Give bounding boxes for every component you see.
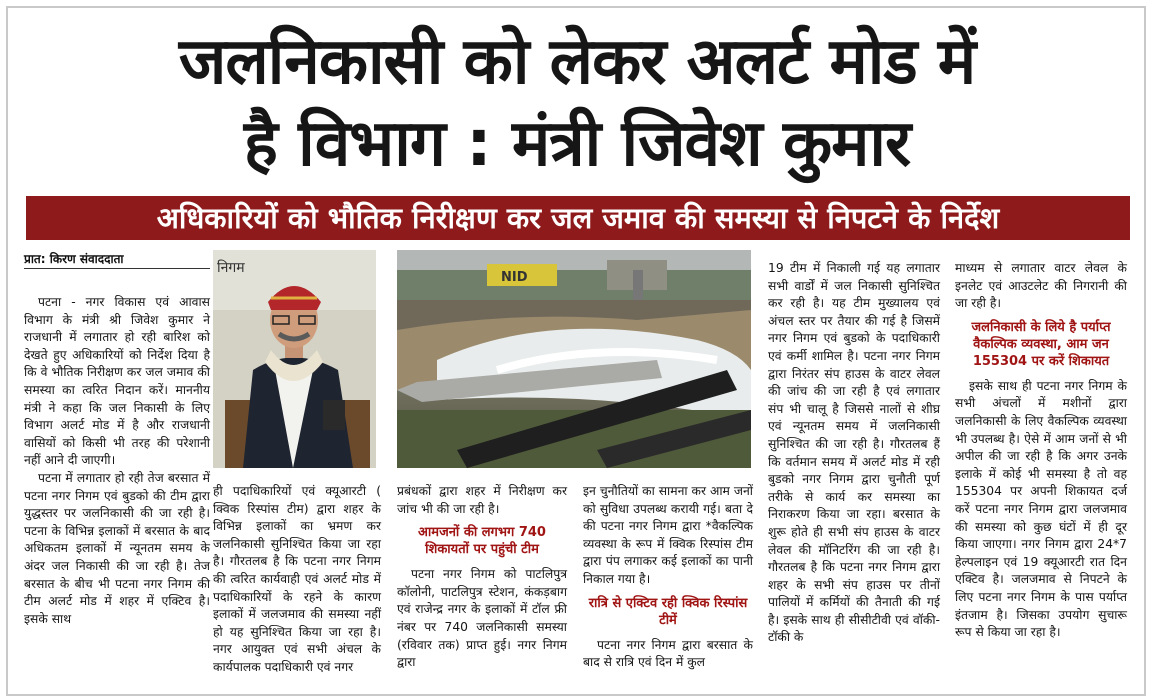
headline-line-2: है विभाग : मंत्री जिवेश कुमार [243, 107, 911, 181]
byline: प्रात: किरण संवाददाता [24, 252, 124, 266]
paragraph: इन चुनौतियों का सामना कर आम जनों को सुविधा उपलब्ध करायी गई। बता दे की पटना नगर निगम द्वारा *वैकल्पिक व्यवस्था के रूप में क्विक रिस्पांस टीम द्वारा पंप लगाकर कई इलाकों का पानी निकाल गया है। [583, 484, 753, 586]
paragraph: पटना नगर निगम को पाटलिपुत्र कॉलोनी, पाटलिपुत्र स्टेशन, कंकड़बाग एवं राजेन्द्र नगर के इलाकों में टॉल फ्री नंबर पर 740 जलनिकासी समस्या (रविवार तक) प्राप्त हुई। नगर निगम द्वारा [397, 567, 567, 670]
paragraph: इसके साथ ही पटना नगर निगम के सभी अंचलों में मशीनों द्वारा जलनिकासी के लिए वैकल्पिक व्यवस्था भी उपलब्ध है। ऐसे में आम जनों से भी अपील की जा रही है कि अगर उनके इलाके में कोई भी समस्या है तो वह 155304 पर अपनी शिकायत दर्ज करें पटना नगर निगम द्वारा जलजमाव की समस्या को कुछ घंटों में ही दूर किया जाएगा। नगर निगम द्वारा 24*7 हेल्पलाइन एवं 19 क्यूआरटी रात दिन एक्टिव है। जलजमाव से निपटने के लिए पटना नगर निगम के पास पर्याप्त इंतजाम है। जिसका उपयोग सुचारू रूप से किया जा रहा है। [955, 378, 1127, 640]
article-column-1 [24, 294, 210, 628]
subheading: आमजनों की लगभग 740 शिकायतों पर पहुंची टीम [418, 525, 546, 558]
paragraph: पटना में लगातार हो रही तेज बरसात में पटना नगर निगम एवं बुडको की टीम द्वारा युद्धस्तर पर जलनिकासी की जा रही है। पटना के विभिन्न इलाकों में बरसात के बाद अधिकतम इलाकों में न्यूनतम समय के अंदर जल निकासी की जा रही है। तेज बरसात के बीच भी पटना नगर निगम की टीम अलर्ट मोड में शहर में एक्टिव है। इसके साथ [24, 470, 210, 626]
paragraph: 19 टीम में निकाली गई यह लगातार सभी वार्डों में जल निकासी सुनिश्चित कर रही है। यह टीम मुख्यालय एवं अंचल स्तर पर तैयार की गई है जिसमें नगर निगम एवं बुडको के पदाधिकारी एवं कर्मी शामिल है। पटना नगर निगम द्वारा निरंतर संप हाउस के वाटर लेवल की जांच की जा रही है एवं लगातार संप भी चालू है जिससे नालों से शीघ्र एवं न्यूनतम समय में जलनिकासी सुनिश्चित की जा रही है। गौरतलब हैं कि वर्तमान समय में अलर्ट मोड में रही बुडको नगर निगम द्वारा चुनौती पूर्ण तरीके से कार्य कर समस्या का निराकरण किया जा रहा। बरसात के शुरू होते ही सभी संप हाउस के वाटर लेवल की मॉनिटरिंग की जा रही है। गौरतलब है कि पटना नगर निगम द्वारा शहर के सभी संप हाउस पर तीनों पालियों में कर्मियों की तैनाती की गई है। इसके साथ ही सीसीटीवी एवं वॉकी-टॉकी के [768, 261, 940, 645]
minister-photo-illustration [213, 250, 376, 468]
byline-divider [24, 268, 210, 269]
pump-photo-illustration [397, 250, 751, 468]
article-column-6 [955, 260, 1127, 642]
pump-drainage-photo [397, 250, 751, 468]
article-column-2 [213, 483, 381, 677]
article-column-3 [397, 483, 567, 672]
paragraph: माध्यम से लगातार वाटर लेवल के इनलेट एवं आउटलेट की निगरानी की जा रही है। [955, 261, 1127, 311]
paragraph: प्रबंधकों द्वारा शहर में निरीक्षण कर जांच भी की जा रही है। [397, 484, 567, 516]
subheading: रात्रि से एक्टिव रही क्विक रिस्पांस टीमें [588, 595, 748, 628]
article-column-4 [583, 483, 753, 672]
subheading: जलनिकासी के लिये है पर्याप्त वैकल्पिक व्यवस्था, आम जन 155304 पर करें शिकायत [971, 319, 1111, 369]
wall-sign-text: NID [501, 270, 528, 285]
paragraph: ही पदाधिकारियों एवं क्यूआरटी ( क्विक रिस्पांस टीम) द्वारा शहर के विभिन्न इलाकों का भ्रमण कर जलनिकासी सुनिश्चित किया जा रहा है। गौरतलब है कि पटना नगर निगम की त्वरित कार्यवाही एवं अलर्ट मोड में पदाधिकारियों के रहने के कारण इलाकों में जलजमाव की समस्या नहीं हो यह सुनिश्चित किया जा रहा है। नगर आयुक्त एवं सभी अंचल के कार्यपालक पदाधिकारी एवं नगर [213, 484, 381, 674]
headline-line-1: जलनिकासी को लेकर अलर्ट मोड में [178, 25, 976, 99]
subheadline-banner: अधिकारियों को भौतिक निरीक्षण कर जल जमाव की समस्या से निपटने के निर्देश [26, 196, 1130, 240]
minister-photo [213, 250, 376, 468]
photo-sign-text: निगम [217, 260, 245, 276]
paragraph: पटना - नगर विकास एवं आवास विभाग के मंत्री श्री जिवेश कुमार ने राजधानी में लगातार हो रही बारिश को देखते हुए अधिकारियों को निर्देश दिया है कि वे भौतिक निरीक्षण कर जल जमाव की समस्या का त्वरित निदान करें। माननीय मंत्री ने कहा कि जल निकासी के लिए विभाग अलर्ट मोड में है और राजधानी वासियों को किसी भी तरह की परेशानी नहीं आने दी जाएगी। [24, 295, 210, 468]
article-column-5 [768, 260, 940, 647]
paragraph: पटना नगर निगम द्वारा बरसात के बाद से रात्रि एवं दिन में कुल [583, 637, 753, 670]
